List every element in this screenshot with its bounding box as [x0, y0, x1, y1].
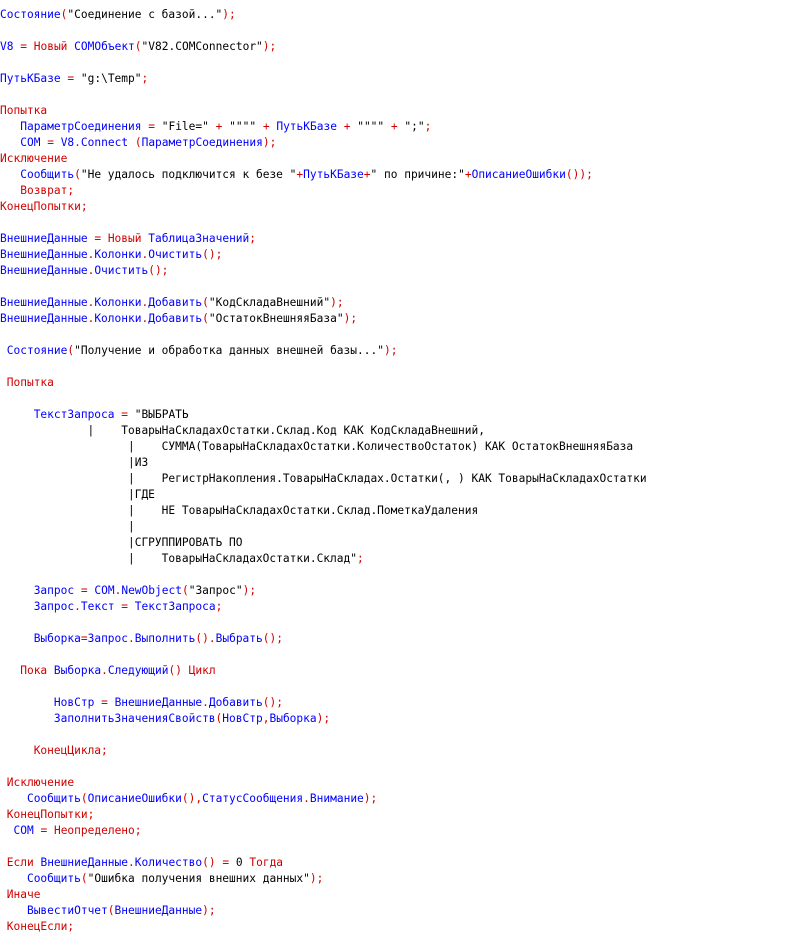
code-line	[0, 855, 794, 871]
code-token-identifier: Добавить	[148, 312, 203, 325]
code-token-operator: .	[87, 296, 95, 309]
code-line	[0, 791, 794, 807]
code-token-operator: ()	[202, 856, 216, 869]
code-line	[0, 359, 794, 375]
code-line	[0, 343, 794, 359]
code-token-text	[0, 920, 7, 933]
code-token-operator: .	[74, 136, 81, 149]
code-token-identifier: ОписаниеОшибки	[87, 792, 182, 805]
code-token-string: "Получение и обработка данных внешней базы..."	[74, 344, 384, 357]
code-token-identifier: ТекстЗапроса	[33, 408, 115, 421]
code-token-operator: =	[121, 600, 129, 613]
code-token-identifier: Колонки	[94, 296, 142, 309]
code-token-operator: (	[202, 312, 209, 325]
code-token-text	[0, 712, 54, 725]
code-token-text	[0, 872, 27, 885]
code-token-operator: );	[309, 872, 324, 885]
code-token-keyword: КонецПопытки	[0, 200, 81, 213]
code-token-keyword: Если	[6, 856, 34, 869]
code-token-text	[0, 856, 7, 869]
code-token-identifier: ЗаполнитьЗначенияСвойств	[53, 712, 216, 725]
code-token-text	[0, 136, 20, 149]
code-line	[0, 391, 794, 407]
code-line	[0, 199, 794, 215]
code-line	[0, 215, 794, 231]
code-token-string: | РегистрНакопления.ТоварыНаСкладах.Остатки(, ) КАК ТоварыНаСкладахОстатки	[0, 472, 647, 485]
code-line	[0, 823, 794, 839]
code-token-operator: +	[262, 120, 270, 133]
code-token-text	[0, 344, 7, 357]
code-token-identifier: ВнешниеДанные	[0, 248, 88, 261]
code-line	[0, 247, 794, 263]
code-token-operator: .	[141, 312, 149, 325]
code-token-identifier: Текст	[80, 600, 115, 613]
code-token-identifier: COMОбъект	[74, 40, 135, 53]
code-token-identifier: Запрос	[87, 632, 129, 645]
code-token-keyword: Тогда	[249, 856, 284, 869]
code-line	[0, 727, 794, 743]
code-token-identifier: ПараметрСоединения	[141, 136, 263, 149]
code-line	[0, 471, 794, 487]
code-line	[0, 871, 794, 887]
code-token-operator: );	[363, 792, 378, 805]
code-token-identifier: V8	[60, 136, 75, 149]
code-token-identifier: Запрос	[33, 584, 75, 597]
code-token-identifier: Колонки	[94, 248, 142, 261]
code-token-text	[74, 584, 81, 597]
code-token-keyword: Пока	[20, 664, 48, 677]
code-token-operator: (	[74, 168, 81, 181]
code-token-text	[0, 664, 20, 677]
code-token-identifier: V8	[0, 40, 14, 53]
code-token-string: | СУММА(ТоварыНаСкладахОстатки.КоличествоОстаток) КАК ОстатокВнешняяБаза	[0, 440, 634, 453]
code-token-text	[0, 792, 27, 805]
code-token-string: | ТоварыНаСкладахОстатки.Склад.Код КАК КодСкладаВнешний,	[0, 424, 485, 437]
code-token-operator: .	[114, 584, 122, 597]
code-token-operator: ();	[262, 696, 283, 709]
code-token-string: "File="	[161, 120, 209, 133]
code-token-keyword: Возврат	[20, 184, 68, 197]
code-line	[0, 263, 794, 279]
code-token-identifier: ОписаниеОшибки	[471, 168, 566, 181]
code-line	[0, 327, 794, 343]
code-token-identifier: ВнешниеДанные	[114, 696, 203, 709]
code-line	[0, 423, 794, 439]
code-line	[0, 807, 794, 823]
code-line	[0, 119, 794, 135]
code-token-keyword: Попытка	[0, 104, 48, 117]
code-token-operator: .	[303, 792, 310, 805]
code-token-operator: +	[390, 120, 398, 133]
code-line	[0, 455, 794, 471]
code-token-text	[54, 136, 61, 149]
code-token-keyword: Исключение	[0, 152, 68, 165]
code-line	[0, 551, 794, 567]
code-token-identifier: ВнешниеДанные	[40, 856, 129, 869]
code-line	[0, 231, 794, 247]
code-token-text	[0, 120, 20, 133]
code-token-keyword: Новый	[107, 232, 142, 245]
code-line	[0, 567, 794, 583]
code-line	[0, 839, 794, 855]
code-token-keyword: Цикл	[188, 664, 216, 677]
code-token-text	[101, 232, 108, 245]
code-token-operator: =	[94, 232, 102, 245]
code-token-operator: ();	[148, 264, 169, 277]
code-token-operator: .	[128, 856, 135, 869]
code-token-identifier: ВнешниеДанные	[0, 312, 88, 325]
code-token-operator: ().	[195, 632, 216, 645]
code-line	[0, 151, 794, 167]
code-token-operator: .	[87, 264, 95, 277]
code-token-operator: .	[74, 600, 81, 613]
code-token-text	[128, 600, 135, 613]
code-token-operator: (	[67, 344, 75, 357]
code-token-identifier: Сообщить	[26, 872, 81, 885]
code-token-text	[384, 120, 391, 133]
code-token-operator: ;	[80, 200, 88, 213]
code-token-string: "Соединение с базой..."	[67, 8, 223, 21]
code-token-operator: );	[262, 136, 277, 149]
code-token-identifier: Состояние	[0, 8, 61, 21]
code-token-operator: ();	[202, 248, 223, 261]
code-token-string: "КодСкладаВнешний"	[208, 296, 331, 309]
code-token-text	[0, 776, 7, 789]
code-token-operator: (	[215, 712, 223, 725]
code-token-operator: ;	[87, 808, 95, 821]
code-token-text	[0, 696, 54, 709]
code-token-identifier: COM	[20, 136, 41, 149]
code-token-operator: );	[343, 312, 358, 325]
code-token-identifier: НовСтр	[222, 712, 263, 725]
code-token-text	[0, 808, 7, 821]
code-token-text	[128, 408, 135, 421]
code-token-string: |ИЗ	[0, 456, 149, 469]
code-token-operator: ;	[67, 184, 75, 197]
code-token-identifier: Сообщить	[26, 792, 81, 805]
code-token-identifier: ТаблицаЗначений	[148, 232, 250, 245]
code-token-operator: ;	[424, 120, 432, 133]
code-token-string: "ВЫБРАТЬ	[134, 408, 189, 421]
code-token-text	[337, 120, 344, 133]
code-token-text	[182, 664, 189, 677]
code-token-identifier: Количество	[134, 856, 203, 869]
code-line	[0, 695, 794, 711]
code-token-identifier: COM	[13, 824, 34, 837]
code-token-operator: =	[47, 136, 54, 149]
code-token-operator: =	[101, 696, 108, 709]
code-line	[0, 519, 794, 535]
code-token-operator: (),	[181, 792, 203, 805]
code-token-operator: ());	[565, 168, 593, 181]
code-token-keyword: Попытка	[6, 376, 54, 389]
code-token-string: "Ошибка получения внешних данных"	[87, 872, 310, 885]
code-token-identifier: Очистить	[94, 264, 149, 277]
code-token-keyword: КонецЕсли	[6, 920, 68, 933]
code-token-identifier: ПутьКБазе	[0, 72, 61, 85]
code-token-string: "g:\Temp"	[80, 72, 142, 85]
code-token-operator: ,	[262, 712, 270, 725]
code-token-string: """"	[357, 120, 385, 133]
code-line	[0, 663, 794, 679]
code-token-operator: +	[343, 120, 351, 133]
code-token-identifier: ВнешниеДанные	[0, 296, 88, 309]
code-token-text	[155, 120, 162, 133]
code-token-operator: =	[148, 120, 155, 133]
code-token-identifier: Колонки	[94, 312, 142, 325]
code-token-operator: +	[363, 168, 371, 181]
code-token-operator: ();	[262, 632, 283, 645]
code-token-identifier: Выборка	[269, 712, 317, 725]
code-token-text	[0, 632, 34, 645]
code-line	[0, 583, 794, 599]
code-token-operator: );	[222, 8, 236, 21]
code-token-operator: (	[202, 296, 209, 309]
code-token-identifier: Добавить	[208, 696, 263, 709]
code-token-string: """"	[229, 120, 257, 133]
code-token-identifier: ПараметрСоединения	[20, 120, 142, 133]
code-token-text	[0, 184, 20, 197]
code-token-text	[108, 696, 115, 709]
code-token-operator: .	[141, 296, 149, 309]
code-token-operator: ;	[101, 744, 108, 757]
code-token-text	[229, 856, 236, 869]
code-token-operator: );	[383, 344, 398, 357]
code-token-identifier: СтатусСообщения	[202, 792, 304, 805]
code-token-operator: =	[80, 632, 88, 645]
code-token-string: |	[0, 520, 135, 533]
code-line	[0, 679, 794, 695]
code-token-string: "Запрос"	[188, 584, 243, 597]
code-token-operator: );	[262, 40, 277, 53]
code-line	[0, 903, 794, 919]
code-token-identifier: ВнешниеДанные	[0, 232, 88, 245]
code-token-operator: ;	[141, 72, 149, 85]
code-token-operator: ;	[356, 552, 364, 565]
code-token-identifier: ВнешниеДанные	[0, 264, 88, 277]
code-token-operator: );	[330, 296, 344, 309]
code-line	[0, 87, 794, 103]
code-line	[0, 631, 794, 647]
code-token-operator: ()	[168, 664, 182, 677]
code-token-operator: =	[40, 824, 48, 837]
code-line	[0, 375, 794, 391]
code-token-text	[0, 888, 7, 901]
code-token-operator: );	[242, 584, 257, 597]
code-token-string: | НЕ ТоварыНаСкладахОстатки.Склад.ПометкаУдаления	[0, 504, 479, 517]
code-token-identifier: NewObject	[121, 584, 182, 597]
code-token-text	[0, 904, 27, 917]
code-line	[0, 711, 794, 727]
code-token-operator: =	[121, 408, 129, 421]
code-line	[0, 23, 794, 39]
code-token-identifier: НовСтр	[53, 696, 95, 709]
code-token-text	[0, 408, 34, 421]
code-line	[0, 439, 794, 455]
code-line	[0, 311, 794, 327]
code-line	[0, 887, 794, 903]
code-token-operator: (	[134, 136, 142, 149]
code-token-number: 0	[235, 856, 243, 869]
code-line	[0, 599, 794, 615]
code-token-string: ";"	[404, 120, 425, 133]
code-line	[0, 7, 794, 23]
code-token-text	[209, 120, 216, 133]
code-line	[0, 759, 794, 775]
code-line	[0, 39, 794, 55]
code-token-string: "V82.COMConnector"	[141, 40, 263, 53]
code-line	[0, 487, 794, 503]
code-token-text	[0, 744, 34, 757]
code-token-identifier: ПутьКБазе	[276, 120, 337, 133]
code-token-operator: .	[101, 664, 108, 677]
code-token-identifier: Следующий	[107, 664, 169, 677]
code-token-operator: =	[80, 584, 88, 597]
code-token-operator: );	[316, 712, 331, 725]
code-token-operator: .	[87, 312, 95, 325]
code-token-text	[27, 40, 34, 53]
code-token-identifier: Состояние	[6, 344, 68, 357]
code-token-identifier: Запрос	[33, 600, 75, 613]
code-token-keyword: Исключение	[6, 776, 75, 789]
code-token-identifier: ПутьКБазе	[303, 168, 364, 181]
code-token-identifier: Выполнить	[134, 632, 196, 645]
code-token-operator: (	[107, 904, 115, 917]
code-token-string: |СГРУППИРОВАТЬ ПО	[0, 536, 243, 549]
code-line	[0, 103, 794, 119]
code-token-operator: .	[202, 696, 209, 709]
code-token-operator: =	[20, 40, 27, 53]
code-line	[0, 135, 794, 151]
code-line	[0, 407, 794, 423]
code-token-string: " по причине:"	[370, 168, 465, 181]
code-token-operator: =	[222, 856, 230, 869]
code-line	[0, 279, 794, 295]
code-token-text	[0, 376, 7, 389]
code-token-identifier: Выборка	[53, 664, 102, 677]
code-token-operator: .	[141, 248, 149, 261]
code-token-operator: ;	[67, 920, 75, 933]
code-token-operator: );	[202, 904, 216, 917]
code-token-operator: (	[134, 40, 142, 53]
code-token-text	[0, 168, 20, 181]
code-token-text	[128, 136, 135, 149]
code-token-operator: ;	[215, 600, 223, 613]
code-token-operator: +	[464, 168, 472, 181]
code-token-keyword: Иначе	[6, 888, 41, 901]
code-token-string: "Не удалось подключится к безе "	[80, 168, 297, 181]
code-line	[0, 295, 794, 311]
code-token-text	[0, 584, 34, 597]
code-token-text	[74, 72, 81, 85]
code-token-text	[0, 824, 13, 837]
code-line	[0, 71, 794, 87]
code-token-identifier: ВнешниеДанные	[114, 904, 203, 917]
code-token-operator: .	[128, 632, 135, 645]
code-token-text	[47, 824, 54, 837]
code-line	[0, 615, 794, 631]
code-token-identifier: ТекстЗапроса	[134, 600, 216, 613]
code-token-operator: (	[80, 872, 88, 885]
code-token-identifier: Очистить	[148, 248, 203, 261]
code-token-text	[256, 120, 263, 133]
code-token-keyword: КонецПопытки	[6, 808, 88, 821]
code-line	[0, 55, 794, 71]
code-token-operator: ;	[134, 824, 142, 837]
code-token-identifier: ВывестиОтчет	[26, 904, 108, 917]
code-token-operator: .	[87, 248, 95, 261]
code-token-identifier: COM	[94, 584, 115, 597]
code-token-operator: (	[60, 8, 68, 21]
code-token-identifier: Добавить	[148, 296, 203, 309]
code-token-operator: (	[80, 792, 88, 805]
code-token-text	[47, 664, 54, 677]
code-token-keyword: КонецЦикла	[33, 744, 102, 757]
code-token-identifier: Внимание	[309, 792, 364, 805]
code-token-identifier: Выборка	[33, 632, 81, 645]
code-token-identifier: Сообщить	[20, 168, 75, 181]
code-token-keyword: Новый	[33, 40, 68, 53]
code-line	[0, 919, 794, 935]
code-line	[0, 535, 794, 551]
code-token-text	[0, 600, 34, 613]
code-token-identifier: Connect	[80, 136, 129, 149]
code-token-identifier: Выбрать	[215, 632, 263, 645]
code-line	[0, 775, 794, 791]
code-line	[0, 647, 794, 663]
code-token-string: |ГДЕ	[0, 488, 155, 501]
code-token-operator: ;	[249, 232, 257, 245]
code-token-operator: =	[67, 72, 75, 85]
code-token-operator: +	[215, 120, 223, 133]
code-token-keyword: Неопределено	[53, 824, 135, 837]
code-line	[0, 503, 794, 519]
code-line	[0, 183, 794, 199]
code-line	[0, 743, 794, 759]
code-token-string: "ОстатокВнешняяБаза"	[208, 312, 344, 325]
code-token-operator: +	[296, 168, 304, 181]
code-token-string: | ТоварыНаСкладахОстатки.Склад"	[0, 552, 357, 565]
code-line	[0, 167, 794, 183]
code-token-operator: (	[181, 584, 189, 597]
